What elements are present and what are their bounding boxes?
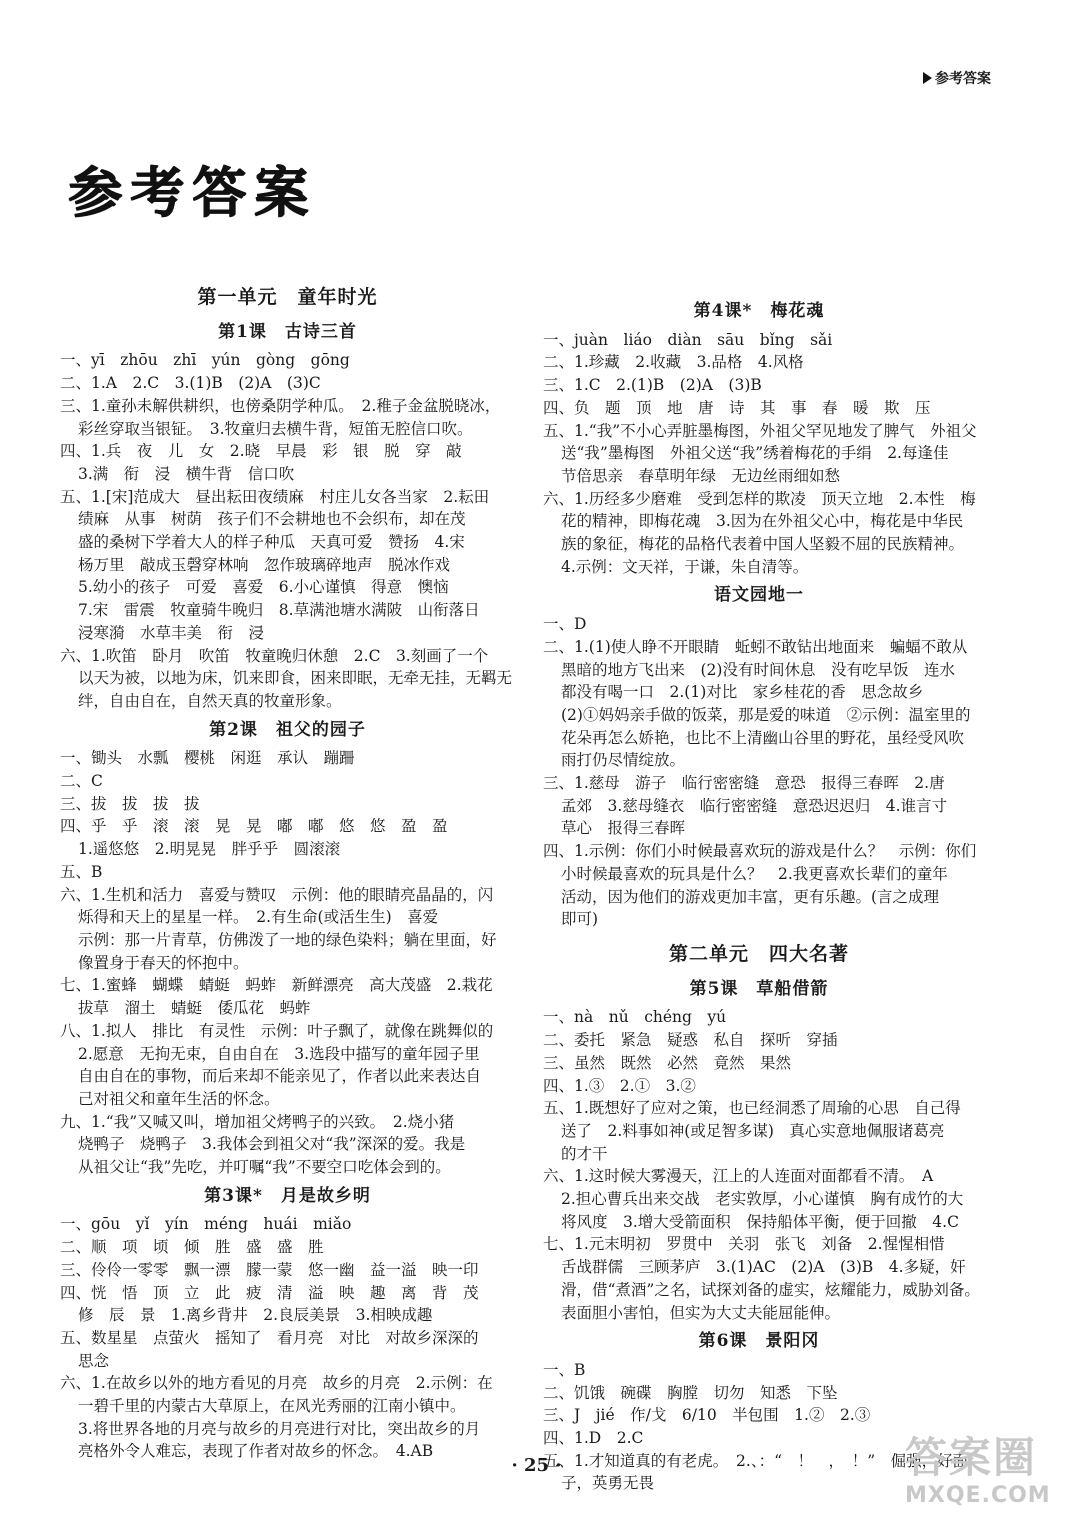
page-number: · 25 · [511,1455,562,1476]
triangle-icon [923,72,932,84]
answer-line: 修 辰 景 1.离乡背井 2.良辰美景 3.相映成趣 [78,1306,433,1325]
answer-line: 二、1.珍藏 2.收藏 3.品格 4.风格 [543,353,804,372]
answer-line: 花朵再怎么娇艳，也比不上清幽山谷里的野花，虽经受风吹 [561,728,965,747]
answer-line: 示例：那一片青草，仿佛泼了一地的绿色染料；躺在里面，好 [78,930,497,949]
watermark-url: MXQE.COM [905,1483,1051,1508]
answer-line: 六、1.生机和活力 喜爱与赞叹 示例：他的眼睛亮晶晶的，闪 [60,885,494,904]
answer-line: 二、1.(1)使人睁不开眼睛 蚯蚓不敢钻出地面来 蝙蝠不敢从 [543,637,968,656]
answer-line: 一、juàn liáo diàn sāu bǐng sǎi [543,330,833,349]
answer-line: 拔草 溜土 蜻蜓 倭瓜花 蚂蚱 [78,999,311,1018]
answer-line: 九、1.“我”又喊又叫，增加祖父烤鸭子的兴致。 2.烧小猪 [60,1112,455,1131]
answer-line: 2.愿意 无拘无束，自由自在 3.选段中描写的童年园子里 [78,1044,480,1063]
answer-line: 草心 报得三春晖 [561,819,686,838]
answer-line: 三、1.童孙未解供耕织，也傍桑阴学种瓜。 2.稚子金盆脱晓冰， [60,396,501,415]
watermark [905,1433,1055,1528]
answer-line: 绩麻 从事 树荫 孩子们不会耕地也不会织布，却在茂 [78,510,466,529]
answer-line: 亮格外令人难忘，表现了作者对故乡的怀念。 4.AB [78,1442,434,1461]
answer-line: 2.担心曹兵出来交战 老实敦厚，小心谨慎 胸有成竹的大 [561,1190,964,1209]
answer-line: 送“我”墨梅图 外祖父送“我”绣着梅花的手绢 2.每逢佳 [561,444,949,463]
answer-line: 一、yī zhōu zhī yún gòng gōng [60,351,350,370]
answer-line: 活动，因为他们的游戏更加丰富，更有乐趣。(言之成理 [561,887,940,906]
answer-line: 三、J jié 作/戈 6/10 半包围 1.② 2.③ [543,1406,871,1425]
answer-line: 将风度 3.增大受箭面积 保持船体平衡，便于回撤 4.C [561,1212,959,1231]
answer-line: 七、1.蜜蜂 蝴蝶 蜻蜓 蚂蚱 新鲜漂亮 高大茂盛 2.栽花 [60,976,493,995]
lesson-heading: 第1课 古诗三首 [218,321,357,342]
answer-line: 四、恍 悟 顶 立 此 疲 清 溢 映 趣 离 背 茂 [60,1283,479,1302]
answer-line: 即可) [561,910,599,929]
answer-line: (2)①妈妈亲手做的饭菜，那是爱的味道 ②示例：温室里的 [561,705,971,724]
answer-line: 烧鸭子 烧鸭子 3.我体会到祖父对“我”深深的爱。我是 [78,1135,466,1154]
answer-line: 的才干 [561,1144,608,1163]
lesson-answers [543,613,975,931]
answer-line: 自由自在的事物，而后来却不能亲见了，作者以此来表达自 [78,1067,482,1086]
answer-line: 雨打仍尽情绽放。 [561,751,686,770]
answer-line: 思念 [78,1351,110,1370]
lesson-heading: 第5课 草船借箭 [689,978,829,999]
answer-line: 舌战群儒 三顾茅庐 3.(1)AC (2)A (3)B 4.多疑，奸 [561,1258,966,1277]
answer-line: 像置身于春天的怀抱中。 [78,953,249,972]
answer-line: 绊，自由自在，自然天真的牧童形象。 [78,691,342,710]
answer-line: 三、1.C 2.(1)B (2)A (3)B [543,376,762,395]
answer-line: 浸寒漪 水草丰美 衔 浸 [78,623,265,642]
section-tag [923,68,991,88]
answer-line: 五、1.[宋]范成大 昼出耘田夜绩麻 村庄儿女各当家 2.耘田 [60,487,490,506]
lesson-answers [60,1213,515,1463]
lesson-answers [60,349,515,712]
answer-line: 都没有喝一口 2.(1)对比 家乡桂花的香 思念故乡 [561,683,924,702]
answer-line: 六、1.在故乡以外的地方看见的月亮 故乡的月亮 2.示例：在 [60,1374,493,1393]
answer-line: 节倍思亲 春草明年绿 无边丝雨细如愁 [561,466,841,485]
answer-line: 4.示例：文天祥，于谦，朱自清等。 [561,557,809,576]
answer-line: 小时候最喜欢的玩具是什么？ 2.我更喜欢长辈们的童年 [561,864,948,883]
answer-line: 八、1.拟人 排比 有灵性 示例：叶子飘了，就像在跳舞似的 [60,1021,494,1040]
answer-line: 六、1.吹笛 卧月 吹笛 牧童晚归休憩 2.C 3.刻画了一个 [60,646,489,665]
answer-line: 烁得和天上的星星一样。 2.有生命(或活生生) 喜爱 [78,908,439,927]
answer-line: 二、C [60,772,103,791]
answer-line: 从祖父让“我”先吃，并叮嘱“我”不要空口吃体会到的。 [78,1158,451,1177]
answer-line: 四、乎 乎 滚 滚 晃 晃 嘟 嘟 悠 悠 盈 盈 [60,817,448,836]
watermark-logo: 答案圈 [905,1433,1038,1482]
answer-line: 一碧千里的内蒙古大草原上，在风光秀丽的江南小镇中。 [78,1397,466,1416]
answer-line: 3.满 衔 浸 横牛背 信口吹 [78,464,295,483]
answer-line: 滑，借“煮酒”之名，试探刘备的虚实，炫耀能力，威胁刘备。 [561,1280,980,1299]
answer-line: 五、数星星 点萤火 摇知了 看月亮 对比 对故乡深深的 [60,1328,479,1347]
answer-line: 三、伶伶一零零 飘一漂 朦一蒙 悠一幽 益一溢 映一印 [60,1260,479,1279]
answer-line: 五、1.“我”不小心弄脏墨梅图，外祖父罕见地发了脾气 外祖父 [543,421,977,440]
answer-line: 二、委托 紧急 疑惑 私自 探听 穿插 [543,1031,838,1050]
answer-line: 己对祖父和童年生活的怀念。 [78,1089,280,1108]
answer-line: 孟郊 3.慈母缝衣 临行密密缝 意恐迟迟归 4.谁言寸 [561,796,948,815]
answer-line: 四、1.③ 2.① 3.② [543,1076,696,1095]
lesson-heading: 第4课* 梅花魂 [693,301,825,321]
answer-line: 二、1.A 2.C 3.(1)B (2)A (3)C [60,374,321,393]
answer-line: 一、nà nǔ chéng yú [543,1008,727,1027]
answer-line: 3.将世界各地的月亮与故乡的月亮进行对比，突出故乡的月 [78,1419,481,1438]
answer-line: 1.遥悠悠 2.明晃晃 胖乎乎 圆滚滚 [78,840,341,859]
answer-line: 四、1.兵 夜 儿 女 2.晓 早晨 彩 银 脱 穿 敲 [60,442,462,461]
answer-line: 族的象征，梅花的品格代表着中国人坚毅不屈的民族精神。 [561,535,965,554]
answer-line: 表面胆小害怕，但实为大丈夫能屈能伸。 [561,1303,841,1322]
answer-line: 四、1.D 2.C [543,1429,644,1448]
answer-line: 四、1.示例：你们小时候最喜欢玩的游戏是什么？ 示例：你们 [543,842,977,861]
lesson-answers [543,1006,980,1324]
page-title: 参考答案 [68,161,316,224]
answer-line: 5.幼小的孩子 可爱 喜爱 6.小心谨慎 得意 懊恼 [78,578,449,597]
answer-line: 杨万里 敲成玉磬穿林响 忽作玻璃碎地声 脱冰作戏 [78,555,451,574]
lesson-heading: 语文园地一 [714,585,804,606]
answer-line: 五、1.才知道真的有老虎。 2.、：“ ！ ， ！” 倔强，好面 [543,1451,969,1470]
lesson-answers [60,747,515,1178]
answer-line: 子，英勇无畏 [561,1474,655,1493]
answer-line: 三、1.慈母 游子 临行密密缝 意恐 报得三春晖 2.唐 [543,774,945,793]
unit-heading: 第一单元 童年时光 [197,286,378,308]
answer-line: 盛的桑树下学着大人的样子种瓜 天真可爱 赞扬 4.宋 [78,533,465,552]
answer-line: 送了 2.料事如神(或足智多谋) 真心实意地佩服诸葛亮 [561,1121,945,1140]
answer-line: 花的精神，即梅花魂 3.因为在外祖父心中，梅花是中华民 [561,512,964,531]
answer-line: 五、B [60,862,103,881]
answer-line: 一、D [543,615,587,634]
answer-line: 以天为被，以地为床，饥来即食，困来即眠，无牵无挂，无羁无 [78,669,513,688]
lesson-heading: 第3课* 月是故乡明 [204,1185,371,1206]
answer-line: 三、虽然 既然 必然 竟然 果然 [543,1053,792,1072]
answer-line: 一、锄头 水瓢 樱桃 闲逛 承认 蹦跚 [60,749,355,768]
right-column [543,294,980,1495]
answer-line: 7.宋 雷震 牧童骑牛晚归 8.草满池塘水满陂 山衔落日 [78,601,480,620]
answer-line: 黑暗的地方飞出来 (2)没有时间休息 没有吃早饭 连水 [561,660,955,679]
answer-line: 彩丝穿取当银钲。 3.牧童归去横牛背，短笛无腔信口吹。 [78,419,473,438]
answer-line: 六、1.这时候大雾漫天，江上的人连面对面都看不清。 A [543,1167,934,1186]
left-column [60,282,515,1463]
answer-line: 二、饥饿 碗碟 胸膛 切勿 知悉 下坠 [543,1383,838,1402]
answer-line: 一、B [543,1360,586,1379]
lesson-answers [543,329,975,579]
section-tag-label: 参考答案 [935,71,991,87]
lesson-heading: 第6课 景阳冈 [698,1331,820,1352]
answer-line: 六、1.历经多少磨难 受到怎样的欺凌 顶天立地 2.本性 梅 [543,489,976,508]
lesson-heading: 第2课 祖父的园子 [209,719,366,740]
answer-line: 三、拔 拔 拔 拔 [60,794,200,813]
answer-line: 四、负 题 顶 地 唐 诗 其 事 春 暖 欺 压 [543,398,931,417]
answer-line: 五、1.既想好了应对之策，也已经洞悉了周瑜的心思 自己得 [543,1099,961,1118]
answer-line: 一、gōu yǐ yín méng huái miǎo [60,1215,352,1234]
answer-line: 七、1.元末明初 罗贯中 关羽 张飞 刘备 2.惺惺相惜 [543,1235,945,1254]
unit-heading: 第二单元 四大名著 [668,942,849,965]
answer-line: 二、顺 项 顷 倾 胜 盛 盛 胜 [60,1238,324,1257]
